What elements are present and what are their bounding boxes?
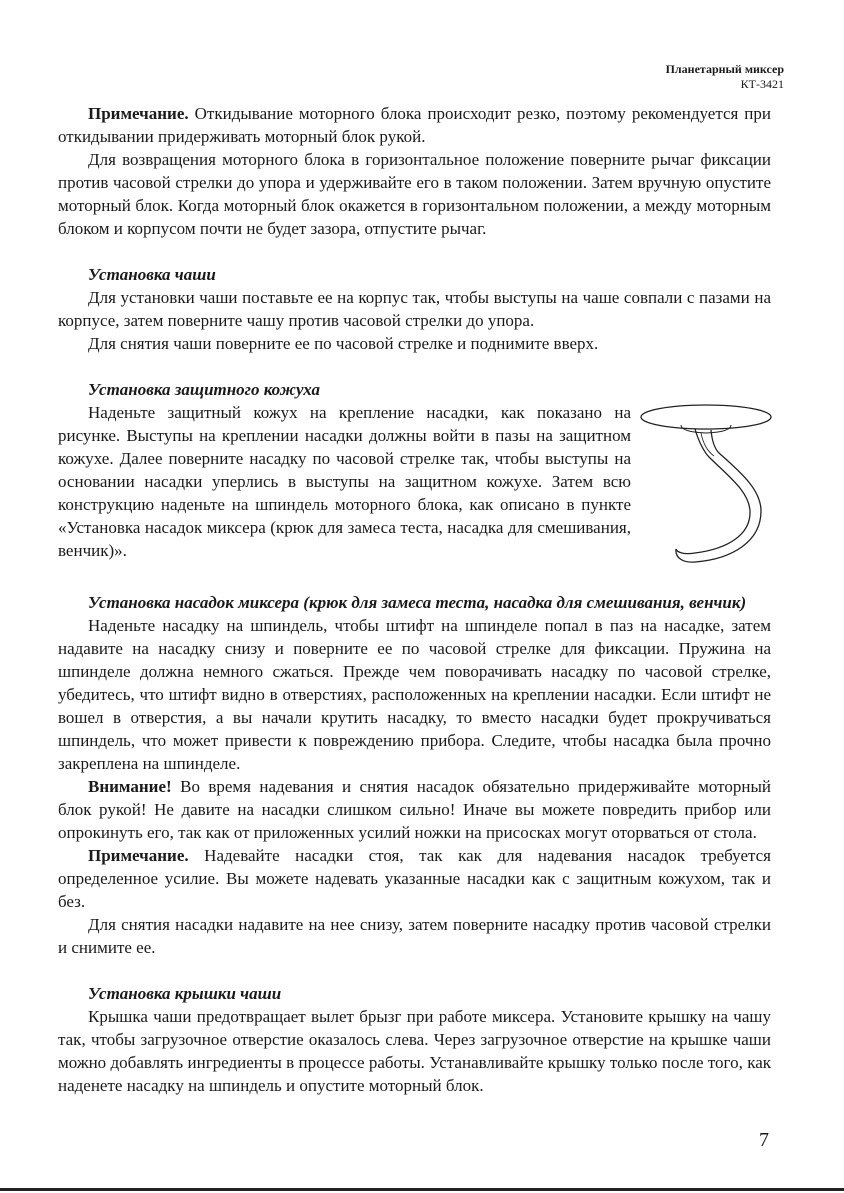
attachments-heading: Установка насадок миксера (крюк для замеса теста, насадка для смешивания, венчик) (88, 593, 747, 612)
attachments-note-label: Примечание. (88, 846, 189, 865)
section-gap (58, 959, 771, 982)
warning-text: Во время надевания и снятия насадок обязательно придерживайте моторный блок рукой! Не давите на насадки слишком сильно! Иначе вы можете повредить прибор или опрокинуть его, так как от приложенных усилий ножки на присосках могут оторваться от стола. (58, 777, 771, 842)
bottom-rule (0, 1188, 844, 1191)
lid-heading: Установка крышки чаши (88, 984, 282, 1003)
attachments-note (58, 844, 771, 913)
section-gap (58, 568, 771, 591)
attachments-warning (58, 775, 771, 844)
header-title: Планетарный миксер (665, 62, 784, 76)
document-body (58, 102, 771, 1097)
warning-label: Внимание! (88, 777, 172, 796)
intro-return-paragraph: Для возвращения моторного блока в горизонтальное положение поверните рычаг фиксации против часовой стрелки до упора и удерживайте его в таком положении. Затем вручную опустите моторный блок. Когда моторный блок окажется в горизонтальном положении, а между моторным блоком и корпусом почти не будет зазора, отпустите рычаг. (58, 150, 771, 238)
section-gap (58, 240, 771, 263)
intro-note-label: Примечание. (88, 104, 189, 123)
attachments-remove-paragraph: Для снятия насадки надавите на нее снизу, затем поверните насадку против часовой стрелки и снимите ее. (58, 915, 771, 957)
dough-hook-illustration (637, 403, 777, 568)
attachments-paragraph-1: Наденьте насадку на шпиндель, чтобы штифт на шпинделе попал в паз на насадке, затем надавите на насадку снизу и поверните ее по часовой стрелке для фиксации. Пружина на шпинделе должна немного сжаться. Прежде чем поворачивать насадку по часовой стрелке, убедитесь, что штифт видно в отверстиях, расположенных на креплении насадки. Если штифт не вошел в отверстия, а вы начали крутить насадку, то вместо насадки будет прокручиваться шпиндель, что может привести к повреждению прибора. Следите, чтобы насадка была прочно закреплена на шпинделе. (58, 616, 771, 773)
guard-paragraph: Наденьте защитный кожух на крепление насадки, как показано на рисунке. Выступы на креплении насадки должны войти в пазы на защитном кожухе. Далее поверните насадку по часовой стрелке так, чтобы выступы на основании насадки уперлись в выступы на защитном кожухе. Затем всю конструкцию наденьте на шпиндель моторного блока, как описано в пункте «Установка насадок миксера (крюк для замеса теста, насадка для смешивания, венчик)». (58, 403, 631, 560)
section-gap (58, 355, 771, 378)
attachments-note-text: Надевайте насадки стоя, так как для надевания насадок требуется определенное усилие. Вы можете надевать указанные насадки как с защитным кожухом, так и без. (58, 846, 771, 911)
bowl-paragraph-1: Для установки чаши поставьте ее на корпус так, чтобы выступы на чаше совпали с пазами на корпусе, затем поверните чашу против часовой стрелки до упора. (58, 288, 771, 330)
intro-note (58, 102, 771, 148)
lid-paragraph: Крышка чаши предотвращает вылет брызг при работе миксера. Установите крышку на чашу так, чтобы загрузочное отверстие оказалось слева. Через загрузочное отверстие на крышке чаши можно добавлять ингредиенты в процессе работы. Устанавливайте крышку только после того, как наденете насадку на шпиндель и опустите моторный блок. (58, 1007, 771, 1095)
bowl-heading: Установка чаши (88, 265, 216, 284)
guard-heading: Установка защитного кожуха (88, 380, 321, 399)
page-number: 7 (759, 1129, 769, 1151)
page-header (666, 62, 784, 92)
intro-note-text: Откидывание моторного блока происходит резко, поэтому рекомендуется при откидывании придерживать моторный блок рукой. (58, 104, 771, 146)
dough-hook-icon (637, 403, 777, 568)
bowl-paragraph-2: Для снятия чаши поверните ее по часовой стрелке и поднимите вверх. (88, 334, 599, 353)
header-model: КТ-3421 (740, 77, 784, 91)
